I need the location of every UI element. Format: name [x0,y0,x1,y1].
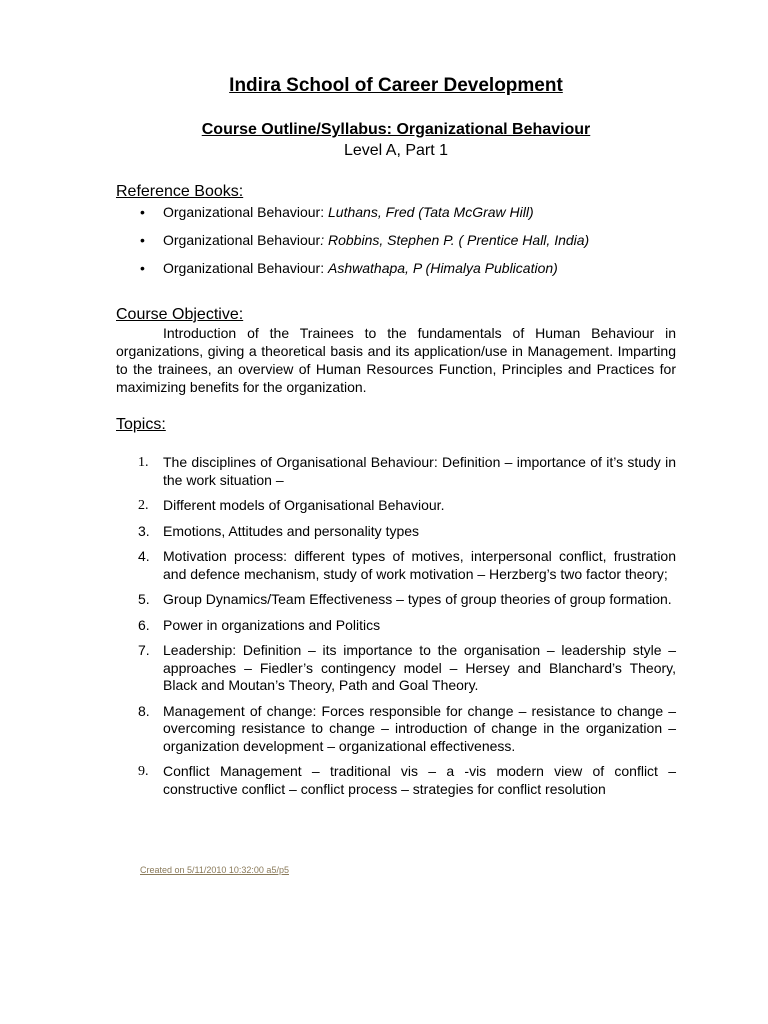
course-level: Level A, Part 1 [343,142,449,159]
topic-text: The disciplines of Organisational Behaviour: Definition – importance of it’s study in the work situation – [163,454,676,488]
course-objective-heading: Course Objective: [116,306,244,323]
reference-book-item [140,203,589,231]
topic-number: 5. [138,591,150,607]
topic-text: Management of change: Forces responsible for change – resistance to change – overcoming resistance to change – introduction of change in the organization – organization development – organizational effectiveness. [163,702,676,754]
document-title: Indira School of Career Development [229,75,563,96]
book-author: : Robbins, Stephen P. ( Prentice Hall, India) [320,232,590,248]
topic-text: Different models of Organisational Behaviour. [163,497,445,513]
topic-item [138,523,676,541]
reference-books-list [140,203,589,287]
topics-list [138,454,676,806]
topic-text: Leadership: Definition – its importance to the organisation – leadership style – approaches – Fiedler’s contingency model – Hersey and Blanchard’s Theory, Black and Moutan’s Theory, Path and Goal Theory. [163,642,676,693]
topic-text: Conflict Management – traditional vis – a -vis modern view of conflict – constructive conflict – conflict process – strategies for conflict resolution [163,763,676,797]
book-title: Organizational Behaviour: [163,204,328,220]
topic-item [138,763,676,798]
topic-text: Group Dynamics/Team Effectiveness – types of group theories of group formation. [163,591,672,607]
book-title: Organizational Behaviour [163,232,321,248]
book-author: Luthans, Fred (Tata McGraw Hill) [328,204,534,220]
topic-item [138,548,676,583]
topic-number: 7. [138,642,150,658]
topic-text: Emotions, Attitudes and personality types [163,522,420,539]
topic-text: Power in organizations and Politics [163,616,381,633]
topic-number: 4. [138,548,150,564]
bullet-icon: • [140,260,145,276]
topic-item [138,591,676,609]
created-on-footer: Created on 5/11/2010 10:32:00 a5/p5 [140,865,289,875]
reference-books-heading: Reference Books: [116,183,244,200]
book-author: Ashwathapa, P (Himalya Publication) [328,260,558,276]
topic-text: Motivation process: different types of motives, interpersonal conflict, frustration and defence mechanism, study of work motivation – Herzberg’s two factor theory; [163,548,676,582]
topic-item [138,703,676,756]
topic-number: 2. [138,498,149,513]
topic-item [138,617,676,635]
bullet-icon: • [140,204,145,220]
reference-book-item [140,231,589,259]
topic-number: 8. [138,702,150,719]
topic-item [138,497,676,515]
reference-book-item [140,259,589,287]
topics-heading: Topics: [116,416,166,433]
book-title: Organizational Behaviour: [163,260,328,276]
course-subtitle: Course Outline/Syllabus: Organizational Behaviour [201,121,591,138]
bullet-icon: • [140,232,145,248]
topic-item [138,642,676,695]
topic-number: 3. [138,522,150,539]
topic-item [138,454,676,489]
course-objective-text: Introduction of the Trainees to the fundamentals of Human Behaviour in organizations, giving a theoretical basis and its application/use in Management. Imparting to the trainees, an overview of Human Resources Function, Principles and Practices for maximizing benefits for the organization. [116,325,676,395]
topic-number: 9. [138,764,149,779]
topic-number: 1. [138,455,149,470]
topic-number: 6. [138,616,150,633]
